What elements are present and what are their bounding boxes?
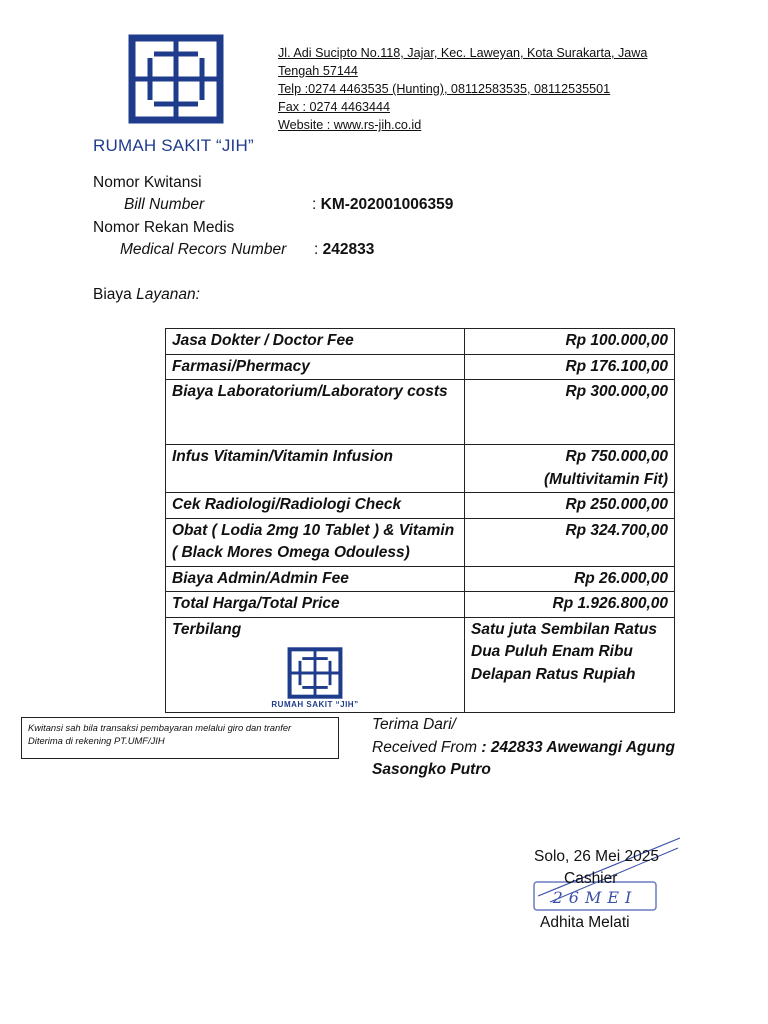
in-words-value: Satu juta Sembilan Ratus Dua Puluh Enam Ribu Delapan Ratus Rupiah: [465, 617, 675, 713]
fee-amount: Rp 26.000,00: [465, 566, 675, 592]
validity-note: [21, 717, 339, 759]
table-row-in-words: [166, 617, 675, 713]
medical-record-label: Nomor Rekan Medis: [93, 219, 235, 236]
table-row: [166, 354, 675, 380]
medical-record-value: : 242833: [314, 241, 375, 258]
hospital-address: [278, 44, 688, 134]
table-row: [166, 493, 675, 519]
fee-item: Obat ( Lodia 2mg 10 Tablet ) & Vitamin ( Black Mores Omega Odouless): [166, 518, 465, 566]
hospital-name-small: RUMAH SAKIT “JIH”: [271, 700, 359, 709]
table-row: [166, 380, 675, 445]
note-line-2: Diterima di rekening PT.UMF/JIH: [28, 734, 165, 746]
total-amount: Rp 1.926.800,00: [465, 592, 675, 618]
fee-item: Farmasi/Phermacy: [166, 354, 465, 380]
table-row-total: [166, 592, 675, 618]
fee-amount: Rp 250.000,00: [465, 493, 675, 519]
website[interactable]: Website : www.rs-jih.co.id: [278, 118, 422, 132]
bill-number-value: : KM-202001006359: [312, 196, 454, 213]
fee-amount: Rp 324.700,00: [465, 518, 675, 566]
fee-amount: Rp 300.000,00: [465, 380, 675, 445]
stamp-text: 26MEI: [552, 888, 638, 907]
fee-item: Cek Radiologi/Radiologi Check: [166, 493, 465, 519]
received-label-1: Terima Dari/: [372, 716, 456, 733]
table-row: [166, 518, 675, 566]
address-line-2: Tengah 57144: [278, 64, 358, 78]
signature-block: [534, 846, 659, 934]
table-row: [166, 329, 675, 355]
fee-amount-cell: [465, 445, 675, 493]
fee-item: Biaya Admin/Admin Fee: [166, 566, 465, 592]
fee-amount: Rp 100.000,00: [465, 329, 675, 355]
fee-amount: Rp 176.100,00: [465, 354, 675, 380]
received-line: [372, 737, 692, 782]
phone: Telp :0274 4463535 (Hunting), 08112583535, 08112535501: [278, 82, 611, 96]
fee-item: Jasa Dokter / Doctor Fee: [166, 329, 465, 355]
cashier-name: Adhita Melati: [540, 914, 630, 931]
hospital-name: RUMAH SAKIT “JIH”: [93, 136, 254, 155]
received-value: : 242833 Awewangi Agung Sasongko Putro: [372, 738, 675, 778]
hospital-logo: [128, 34, 224, 124]
received-from: [372, 714, 692, 782]
fee-item: Biaya Laboratorium/Laboratory costs: [166, 380, 465, 445]
in-words-cell: [166, 617, 465, 713]
fax: Fax : 0274 4463444: [278, 100, 391, 114]
hospital-logo-small: [285, 647, 345, 699]
cashier-role: Cashier: [564, 870, 618, 887]
received-label-2: Received From: [372, 738, 482, 756]
services-label: Biaya Layanan:: [93, 286, 200, 303]
fee-amount-note: (Multivitamin Fit): [544, 470, 668, 488]
in-words-label: Terbilang: [172, 620, 242, 638]
address-line-1: Jl. Adi Sucipto No.118, Jajar, Kec. Laweyan, Kota Surakarta, Jawa: [278, 46, 648, 60]
note-line-1: Kwitansi sah bila transaksi pembayaran melalui giro dan tranfer: [28, 722, 292, 733]
fee-amount: Rp 750.000,00: [565, 448, 668, 465]
medical-record-label-en: Medical Recors Number: [120, 241, 287, 258]
place-date: Solo, 26 Mei 2025: [534, 848, 659, 865]
table-row: [166, 445, 675, 493]
bill-number-label: Bill Number: [124, 196, 205, 213]
table-row: [166, 566, 675, 592]
fee-item: Infus Vitamin/Vitamin Infusion: [166, 445, 465, 493]
total-label: Total Harga/Total Price: [166, 592, 465, 618]
receipt-number-label: Nomor Kwitansi: [93, 174, 202, 191]
fee-table: [165, 328, 675, 713]
